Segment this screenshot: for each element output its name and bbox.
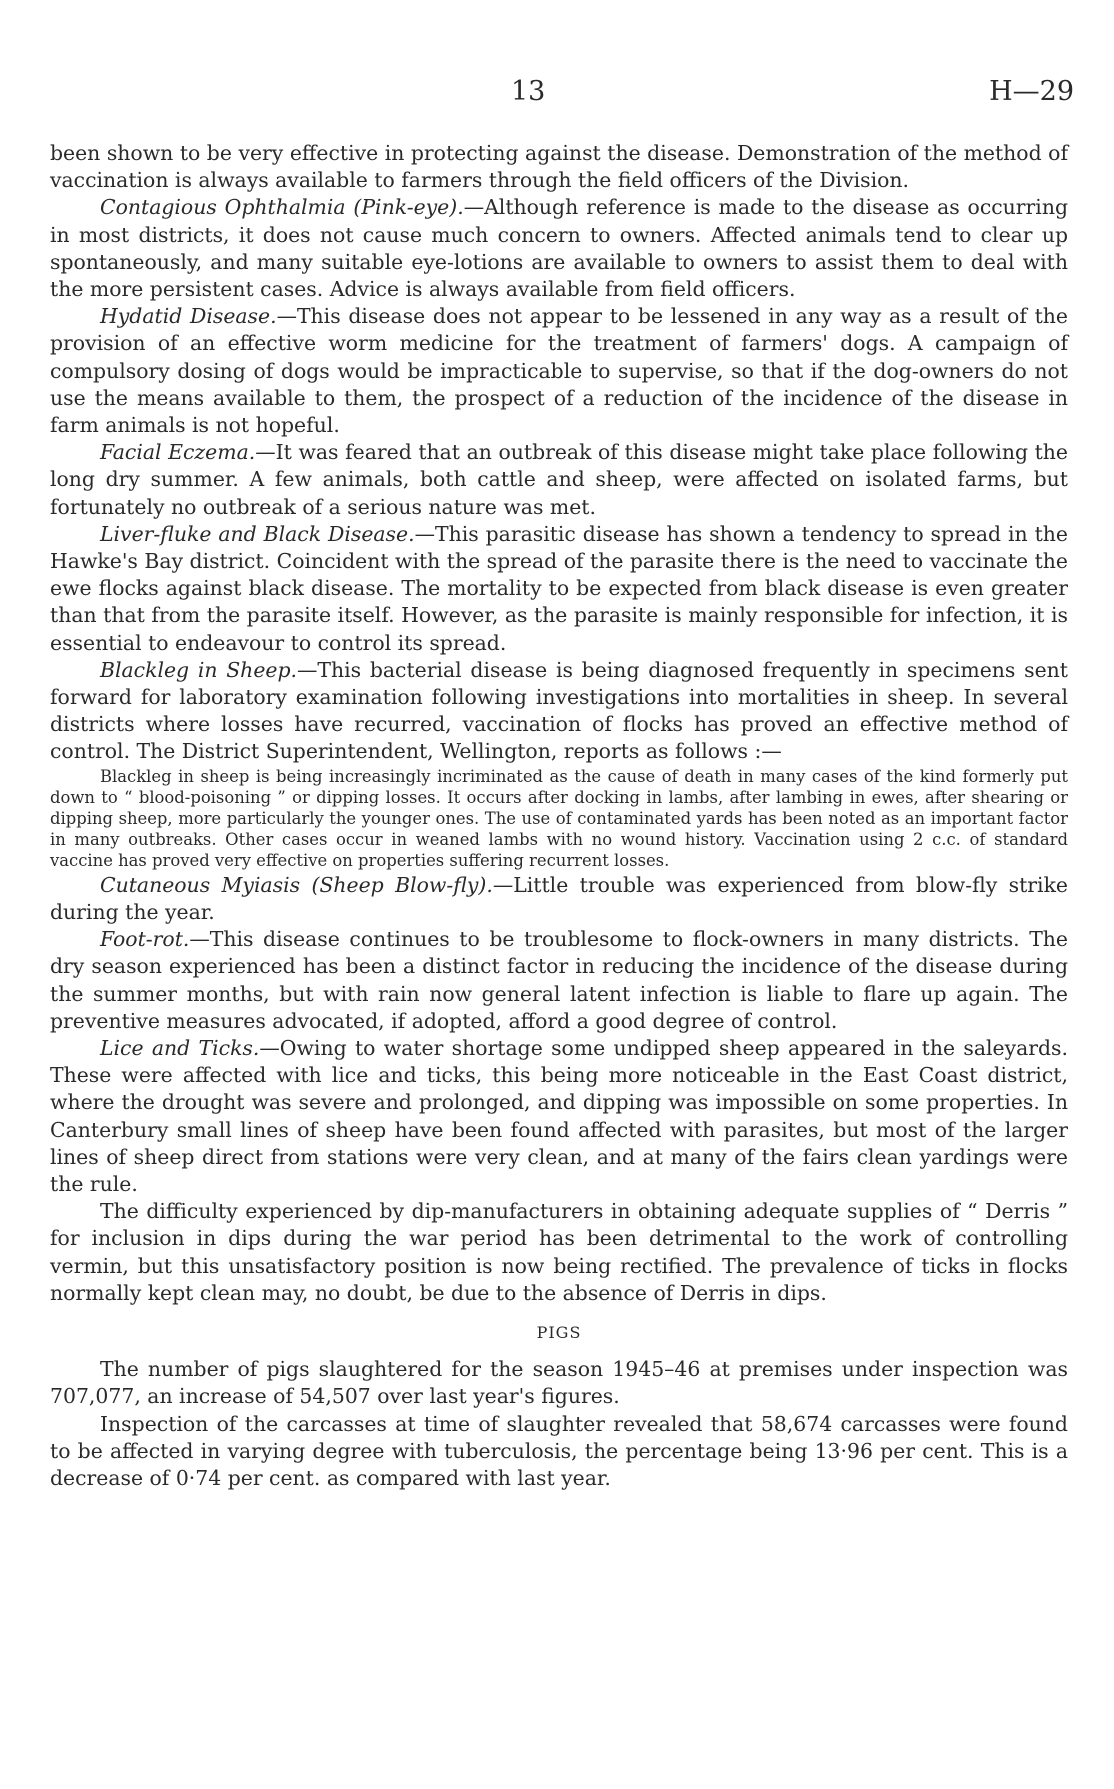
paragraph-heading: Hydatid Disease. <box>100 304 277 329</box>
paragraph-pink-eye: Contagious Ophthalmia (Pink-eye).—Although reference is made to the disease as occurring in most districts, it does not cause much concern to owners. Affected animals tend to clear up spontaneously, and many suitable eye-lotions are available to owners to assist them to deal with the more persistent cases. Advice is always available from field officers. <box>50 195 1068 302</box>
page-number: 13 <box>511 76 546 107</box>
paragraph-pigs-tuberculosis: Inspection of the carcasses at time of slaughter revealed that 58,674 carcasses were found to be affected in varying degree with tuberculosis, the percentage being 13·96 per cent. This is a decrease of 0·74 per cent. as compared with last year. <box>50 1411 1068 1490</box>
paragraph-heading: Cutaneous Myiasis (Sheep Blow-fly). <box>100 872 493 897</box>
paragraph-blow-fly: Cutaneous Myiasis (Sheep Blow-fly).—Little trouble was experienced from blow-fly strike during the year. <box>50 872 1068 924</box>
document-reference: H—29 <box>989 76 1074 107</box>
paragraph-pigs-slaughtered: The number of pigs slaughtered for the season 1945–46 at premises under inspection was 707,077, an increase of 54,507 over last year's figures. <box>50 1357 1068 1409</box>
paragraph-heading: Foot-rot. <box>100 927 190 952</box>
paragraph-blackleg: Blackleg in Sheep.—This bacterial disease is being diagnosed frequently in specimens sent forward for laboratory examination following investigations into mortalities in sheep. In several districts where losses have recurred, vaccination of flocks has proved an effective method of control. The District Superintendent, Wellington, reports as follows :— <box>50 657 1068 764</box>
paragraph-heading: Facial Eczema. <box>100 440 256 465</box>
paragraph-liver-fluke: Liver-fluke and Black Disease.—This parasitic disease has shown a tendency to spread in the Hawke's Bay district. Coincident with the spread of the parasite there is the need to vaccinate the ewe flocks against black disease. The mortality to be expected from black disease is even greater than that from the parasite itself. However, as the parasite is mainly responsible for infection, it is essential to endeavour to control its spread. <box>50 521 1068 655</box>
paragraph-facial-eczema: Facial Eczema.—It was feared that an outbreak of this disease might take place following the long dry summer. A few animals, both cattle and sheep, were affected on isolated farms, but fortunately no outbreak of a serious nature was met. <box>50 440 1068 519</box>
paragraph-derris: The difficulty experienced by dip-manufacturers in obtaining adequate supplies of “ Derris ” for inclusion in dips during the war period has been detrimental to the work of controlling vermin, but this unsatisfactory position is now being rectified. The prevalence of ticks in flocks normally kept clean may, no doubt, be due to the absence of Derris in dips. <box>50 1199 1068 1305</box>
paragraph-continuation: been shown to be very effective in protecting against the disease. Demonstration of the method of vaccination is always available to farmers through the field officers of the Division. <box>50 141 1068 193</box>
paragraph-lice-ticks: Lice and Ticks.—Owing to water shortage some undipped sheep appeared in the saleyards. These were affected with lice and ticks, this being more noticeable in the East Coast district, where the drought was severe and prolonged, and dipping was impossible on some properties. In Canterbury small lines of sheep have been found affected with parasites, but most of the larger lines of sheep direct from stations were very clean, and at many of the fairs clean yardings were the rule. <box>50 1035 1068 1196</box>
section-title: PIGS <box>536 1322 582 1342</box>
paragraph-foot-rot: Foot-rot.—This disease continues to be troublesome to flock-owners in many districts. The dry season experienced has been a distinct factor in reducing the incidence of the disease during the summer months, but with rain now general latent infection is liable to flare up again. The preventive measures advocated, if adopted, afford a good degree of control. <box>50 927 1068 1033</box>
paragraph-heading: Blackleg in Sheep. <box>100 657 297 682</box>
block-quote: Blackleg in sheep is being increasingly incriminated as the cause of death in many cases of the kind formerly put down to “ blood-poisoning ” or dipping losses. It occurs after docking in lambs, after lambing in ewes, after shearing or dipping sheep, more particularly the younger ones. The use of contaminated yards has been noted as an important factor in many outbreaks. Other cases occur in weaned lambs with no wound history. Vaccination using 2 c.c. of standard vaccine has proved very effective on properties suffering recurrent losses. <box>50 766 1068 871</box>
paragraph-heading: Contagious Ophthalmia (Pink-eye). <box>100 195 464 220</box>
document-body <box>50 140 1068 1492</box>
page-header <box>0 76 1114 112</box>
paragraph-heading: Lice and Ticks. <box>100 1035 260 1060</box>
paragraph-hydatid: Hydatid Disease.—This disease does not appear to be lessened in any way as a result of the provision of an effective worm medicine for the treatment of farmers' dogs. A campaign of compulsory dosing of dogs would be impracticable to supervise, so that if the dog-owners do not use the means available to them, the prospect of a reduction of the incidence of the disease in farm animals is not hopeful. <box>50 304 1068 438</box>
paragraph-heading: Liver-fluke and Black Disease. <box>100 521 415 546</box>
